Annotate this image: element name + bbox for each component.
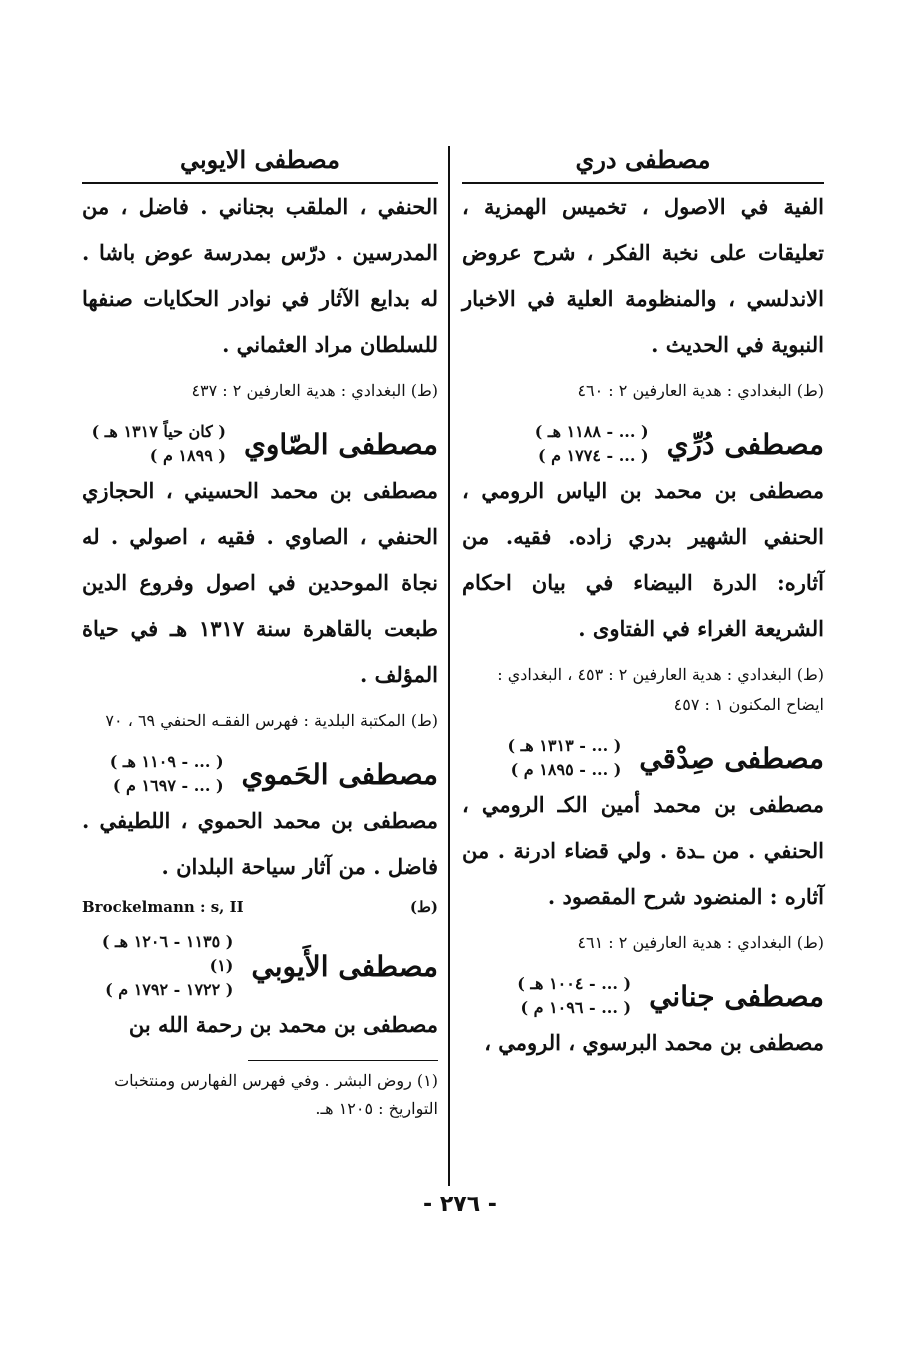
reference-mark: (ط) xyxy=(409,898,438,916)
entry-body: مصطفى بن محمد البرسوي ، الرومي ، xyxy=(484,1030,824,1055)
entry-body: مصطفى بن محمد بن الياس الرومي ، الحنفي الشهير بدري زاده. فقيه. من آثاره: الدرة البيضاء في بيان احكام الشريعة الغراء في الفتاوى . xyxy=(462,478,824,641)
continuation-reference: (ط) البغدادي : هدية العارفين ٢ : ٤٦٠ xyxy=(577,381,824,400)
entry-body: مصطفى بن محمد الحسيني ، الحجازي الحنفي ، الصاوي . فقيه ، اصولي . له نجاة الموحدين في اصول وفروع الدين طبعت بالقاهرة سنة ١٣١٧ هـ في حياة المؤلف . xyxy=(82,478,438,687)
continuation-text: الحنفي ، الملقب بجناني . فاضل ، من المدرسين . درّس بمدرسة عوض باشا . له بدايع الآثار في نوادر الحكايات صنفها للسلطان مراد العثماني . xyxy=(82,194,438,357)
entry-name: مصطفى دُرِّي xyxy=(666,427,824,461)
entry-sidqi xyxy=(462,734,824,958)
right-column xyxy=(462,140,824,1066)
entry-body: مصطفى بن محمد بن رحمة الله بن xyxy=(128,1012,438,1037)
entry-dates: ( ... - ١١٨٨ هـ ) ( ... - ١٧٧٤ م ) xyxy=(534,422,649,465)
entry-reference xyxy=(82,898,438,916)
entry-dates: ( ... - ١٣١٣ هـ ) ( ... - ١٨٩٥ م ) xyxy=(507,736,622,779)
entry-janani xyxy=(462,972,824,1066)
entry-dates: ( ... - ١١٠٩ هـ ) ( ... - ١٦٩٧ م ) xyxy=(109,752,224,795)
entry-reference: (ط) البغدادي : هدية العارفين ٢ : ٤٦١ xyxy=(577,933,824,952)
entry-name: مصطفى الحَموي xyxy=(241,757,438,791)
entry-dates: ( ١١٣٥ - ١٢٠٦ هـ )(١) ( ١٧٢٢ - ١٧٩٢ م ) xyxy=(101,932,234,999)
footnote-rule xyxy=(248,1060,438,1061)
left-column xyxy=(82,140,438,1123)
entry-hamawi xyxy=(82,750,438,916)
entry-body: مصطفى بن محمد الحموي ، اللطيفي . فاضل . من آثار سياحة البلدان . xyxy=(82,808,438,879)
entry-name: مصطفى الصّاوي xyxy=(243,427,438,461)
entry-name: مصطفى جناني xyxy=(649,979,824,1013)
entry-body: مصطفى بن محمد أمين الكـ الرومي ، الحنفي . من ـدة . ولي قضاء ادرنة . من آثاره : المنضود شرح المقصود . xyxy=(462,792,824,909)
continuation-text: الفية في الاصول ، تخميس الهمزية ، تعليقات على نخبة الفكر ، شرح عروض الاندلسي ، والمنظومة العلية في الاخبار النبوية في الحديث . xyxy=(462,194,824,357)
footnote: (١) روض البشر . وفي فهرس الفهارس ومنتخبات التواريخ : ١٢٠٥ هـ. xyxy=(114,1071,438,1118)
continuation-reference: (ط) البغدادي : هدية العارفين ٢ : ٤٣٧ xyxy=(191,381,438,400)
entry-name: مصطفى صِدْقي xyxy=(639,741,824,775)
entry-dates: ( ... - ١٠٠٤ هـ ) ( ... - ١٠٩٦ م ) xyxy=(517,974,632,1017)
entry-reference: (ط) المكتبة البلدية : فهرس الفقـه الحنفي ٦٩ ، ٧٠ xyxy=(105,711,438,730)
column-divider xyxy=(448,146,450,1186)
entry-reference: (ط) البغدادي : هدية العارفين ٢ : ٤٥٣ ، البغدادي : ايضاح المكنون ١ : ٤٥٧ xyxy=(497,665,824,714)
left-column-header: مصطفى الايوبي xyxy=(82,140,438,184)
page-number: - ٢٧٦ - xyxy=(423,1192,497,1217)
entry-dates: ( كان حياً ١٣١٧ هـ ) ( ١٨٩٩ م ) xyxy=(91,422,226,465)
entry-ayyubi xyxy=(82,930,438,1048)
entry-name: مصطفى الأَيوبي xyxy=(251,949,438,983)
right-column-header: مصطفى دري xyxy=(462,140,824,184)
latin-reference: Brockelmann : s, II xyxy=(82,898,244,916)
entry-sawi xyxy=(82,420,438,736)
entry-durri xyxy=(462,420,824,720)
